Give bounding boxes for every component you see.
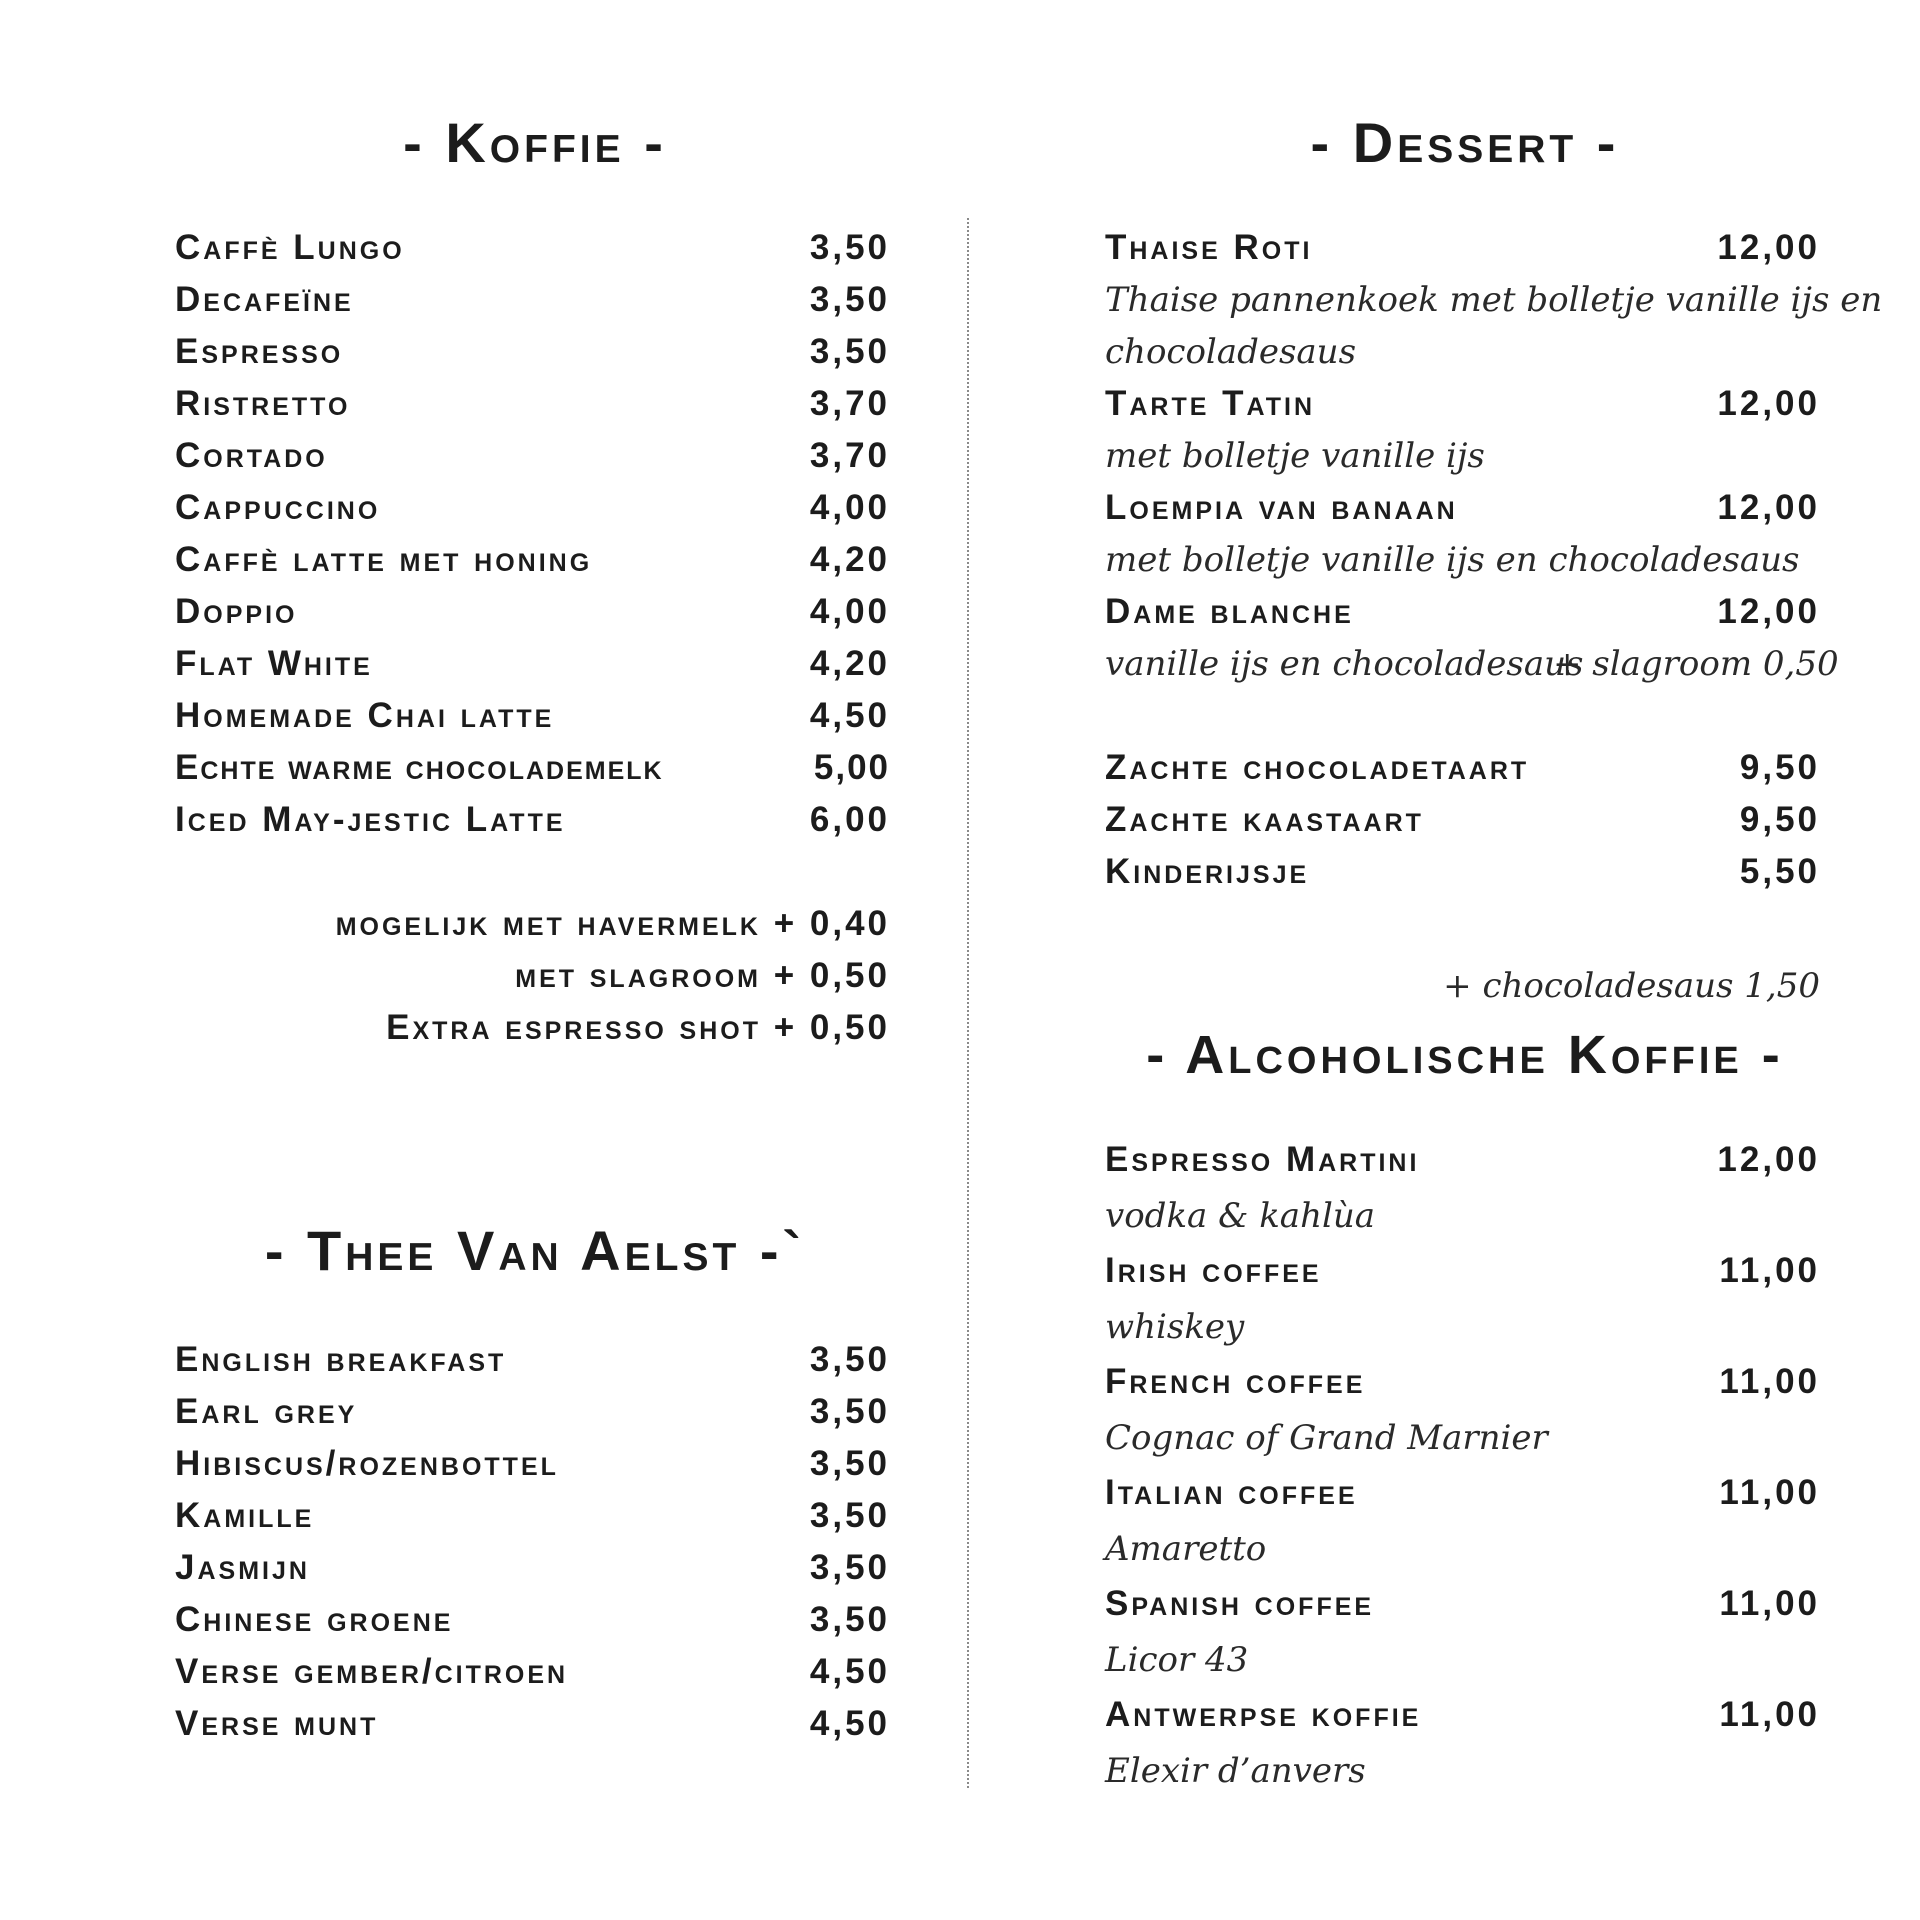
- list-item: [175, 534, 890, 586]
- item-name: Caffè Lungo: [175, 228, 405, 267]
- item-name: Decafeïne: [175, 280, 354, 319]
- item-name: Thaise Roti: [1105, 228, 1313, 267]
- item-description: whiskey: [1105, 1307, 1245, 1347]
- list-item: [175, 274, 890, 326]
- extra-text: Extra espresso shot + 0,50: [386, 1008, 890, 1047]
- item-description: Licor 43: [1105, 1640, 1249, 1680]
- list-item: [175, 794, 890, 846]
- item-name: Espresso: [175, 332, 344, 371]
- item-description: Amaretto: [1105, 1529, 1267, 1569]
- item-name: Hibiscus/rozenbottel: [175, 1444, 559, 1483]
- item-price: 3,50: [809, 1392, 890, 1431]
- list-item: [175, 482, 890, 534]
- list-item: [1105, 846, 1820, 898]
- item-option: + slagroom 0,50: [1553, 644, 1839, 684]
- list-item: [1105, 1134, 1820, 1186]
- item-name: Zachte chocoladetaart: [1105, 748, 1530, 787]
- item-price: 9,50: [1739, 800, 1820, 839]
- list-item: [1105, 742, 1820, 794]
- item-name: Cortado: [175, 436, 328, 475]
- item-name: Antwerpse koffie: [1105, 1695, 1422, 1734]
- item-name: Flat White: [175, 644, 373, 683]
- list-item: [1105, 1245, 1820, 1297]
- extra-text: met slagroom + 0,50: [515, 956, 890, 995]
- list-item: [175, 1594, 890, 1646]
- list-item: [175, 1646, 890, 1698]
- list-item: [1105, 1356, 1820, 1408]
- item-price: 4,00: [809, 488, 890, 527]
- list-item: [1105, 586, 1820, 638]
- item-price: 3,50: [809, 280, 890, 319]
- item-description: Cognac of Grand Marnier: [1105, 1418, 1548, 1458]
- item-name: Ristretto: [175, 384, 351, 423]
- item-description: vodka & kahlùa: [1105, 1196, 1376, 1236]
- item-price: 12,00: [1717, 1140, 1820, 1179]
- item-name: Tarte Tatin: [1105, 384, 1316, 423]
- list-item: [1105, 1689, 1820, 1741]
- item-price: 12,00: [1717, 384, 1820, 423]
- list-item: [175, 222, 890, 274]
- item-name: Cappuccino: [175, 488, 381, 527]
- item-price: 4,20: [809, 644, 890, 683]
- item-name: Verse munt: [175, 1704, 379, 1743]
- item-name: Earl grey: [175, 1392, 358, 1431]
- item-price: 4,00: [809, 592, 890, 631]
- item-price: 11,00: [1719, 1584, 1820, 1623]
- item-price: 3,50: [809, 228, 890, 267]
- item-price: 11,00: [1719, 1473, 1820, 1512]
- list-item: [175, 1334, 890, 1386]
- list-item: [1105, 1467, 1820, 1519]
- item-price: 3,50: [809, 1548, 890, 1587]
- item-description: chocoladesaus: [1105, 332, 1357, 372]
- item-name: Verse gember/citroen: [175, 1652, 569, 1691]
- list-item: [175, 378, 890, 430]
- list-item: [1105, 1578, 1820, 1630]
- item-price: 9,50: [1739, 748, 1820, 787]
- alcoholisch-heading: - Alcoholische Koffie -: [1146, 1025, 1784, 1085]
- item-price: 11,00: [1719, 1695, 1820, 1734]
- item-name: Caffè latte met honing: [175, 540, 593, 579]
- thee-heading: - Thee Van Aelst -`: [264, 1219, 806, 1282]
- list-item: [175, 326, 890, 378]
- list-item: [175, 742, 890, 794]
- column-divider: [967, 218, 969, 1788]
- item-price: 12,00: [1717, 228, 1820, 267]
- item-name: Espresso Martini: [1105, 1140, 1420, 1179]
- item-price: 3,50: [809, 1444, 890, 1483]
- list-item: [175, 690, 890, 742]
- list-item: [175, 1386, 890, 1438]
- item-name: Zachte kaastaart: [1105, 800, 1424, 839]
- list-item: [175, 1490, 890, 1542]
- item-name: Chinese groene: [175, 1600, 454, 1639]
- item-price: 12,00: [1717, 592, 1820, 631]
- item-name: French coffee: [1105, 1362, 1366, 1401]
- list-item: [175, 430, 890, 482]
- item-price: 4,20: [809, 540, 890, 579]
- item-name: Loempia van banaan: [1105, 488, 1458, 527]
- list-item: [175, 1438, 890, 1490]
- dessert-extra: + chocoladesaus 1,50: [1443, 966, 1820, 1006]
- item-name: Echte warme chocolademelk: [175, 748, 664, 787]
- list-item: [175, 638, 890, 690]
- item-price: 3,50: [809, 1496, 890, 1535]
- item-price: 6,00: [809, 800, 890, 839]
- list-item: [175, 1698, 890, 1750]
- item-description: Thaise pannenkoek met bolletje vanille ijs en: [1105, 280, 1883, 320]
- item-description: Elexir d’anvers: [1105, 1751, 1366, 1791]
- item-price: 3,50: [809, 332, 890, 371]
- item-price: 3,70: [809, 384, 890, 423]
- extra-option: [175, 1002, 890, 1054]
- extra-option: [175, 950, 890, 1002]
- list-item: [1105, 794, 1820, 846]
- list-item: [175, 586, 890, 638]
- item-price: 5,00: [813, 748, 890, 787]
- item-name: English breakfast: [175, 1340, 507, 1379]
- item-price: 5,50: [1739, 852, 1820, 891]
- item-name: Iced May-jestic Latte: [175, 800, 566, 839]
- item-name: Jasmijn: [175, 1548, 310, 1587]
- item-price: 3,70: [809, 436, 890, 475]
- item-name: Dame blanche: [1105, 592, 1354, 631]
- item-price: 3,50: [809, 1600, 890, 1639]
- item-name: Irish coffee: [1105, 1251, 1322, 1290]
- item-price: 11,00: [1719, 1251, 1820, 1290]
- item-description: met bolletje vanille ijs: [1105, 436, 1485, 476]
- list-item: [1105, 222, 1820, 274]
- item-description: vanille ijs en chocoladesaus: [1105, 644, 1584, 684]
- koffie-heading: - Koffie -: [403, 111, 667, 174]
- item-price: 4,50: [809, 1704, 890, 1743]
- extra-text: mogelijk met havermelk + 0,40: [335, 904, 890, 943]
- item-price: 4,50: [809, 696, 890, 735]
- item-description: met bolletje vanille ijs en chocoladesaus: [1105, 540, 1800, 580]
- item-price: 12,00: [1717, 488, 1820, 527]
- item-name: Doppio: [175, 592, 298, 631]
- item-name: Italian coffee: [1105, 1473, 1358, 1512]
- item-name: Homemade Chai latte: [175, 696, 555, 735]
- item-price: 3,50: [809, 1340, 890, 1379]
- item-name: Spanish coffee: [1105, 1584, 1375, 1623]
- extra-option: [175, 898, 890, 950]
- item-name: Kinderijsje: [1105, 852, 1310, 891]
- list-item: [175, 1542, 890, 1594]
- list-item: [1105, 482, 1820, 534]
- item-name: Kamille: [175, 1496, 315, 1535]
- item-price: 11,00: [1719, 1362, 1820, 1401]
- list-item: [1105, 378, 1820, 430]
- item-price: 4,50: [809, 1652, 890, 1691]
- dessert-heading: - Dessert -: [1310, 111, 1620, 174]
